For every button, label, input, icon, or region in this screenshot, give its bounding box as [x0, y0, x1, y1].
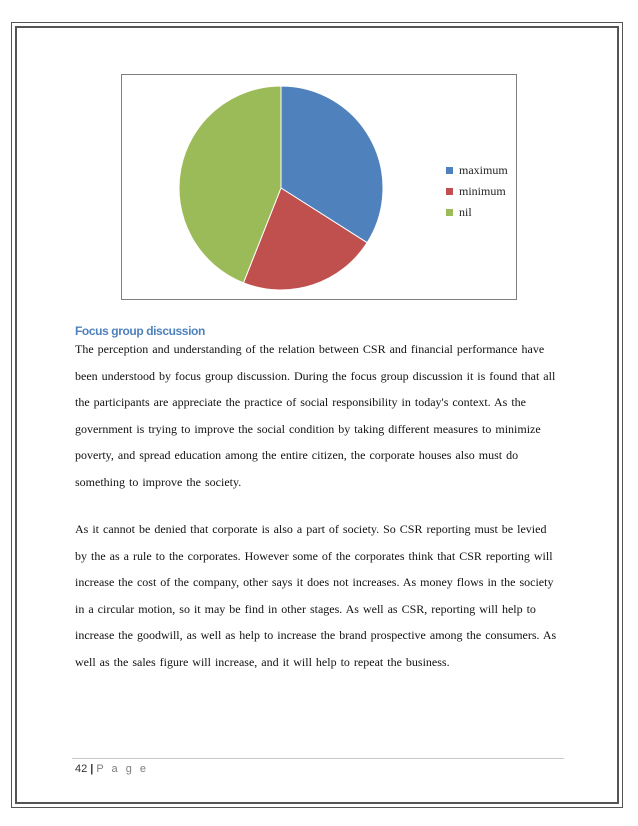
paragraph-line: increase the cost of the company, other says it does not increases. As money flows in the society [75, 575, 554, 589]
legend-item-minimum [446, 182, 508, 201]
chart-legend [446, 161, 508, 224]
paragraph-line: been understood by focus group discussion. During the focus group discussion it is found that all [75, 368, 556, 383]
paragraph-line: the participants are appreciate the practice of social responsibility in today's context. As the [75, 395, 527, 409]
page-number: 42 [75, 763, 88, 775]
legend-label-minimum: minimum [459, 184, 506, 198]
paragraph-line: The perception and understanding of the relation between CSR and financial performance have [75, 342, 545, 356]
page-footer [75, 763, 149, 775]
page-label: P a g e [96, 763, 149, 775]
paragraph-line: by the as a rule to the corporates. However some of the corporates think that CSR reporting will [75, 548, 553, 563]
paragraph-line: As it cannot be denied that corporate is also a part of society. So CSR reporting must be levied [75, 522, 547, 536]
section-heading: Focus group discussion [75, 324, 205, 338]
legend-swatch-nil [446, 209, 453, 216]
paragraph-line: something to improve the society. [75, 474, 242, 489]
paragraph-line: in a circular motion, so it may be find in other stages. As well as CSR, reporting will help to [75, 601, 536, 616]
footer-separator: | [90, 763, 94, 775]
legend-item-maximum [446, 161, 508, 180]
legend-swatch-maximum [446, 167, 453, 174]
legend-item-nil [446, 203, 508, 222]
paragraph-2 [75, 516, 565, 675]
paragraph-line: increase the goodwill, as well as help to increase the brand prospective among the consumers. As [75, 628, 557, 642]
legend-label-nil: nil [459, 205, 472, 219]
pie-chart [121, 74, 517, 300]
paragraph-1 [75, 336, 565, 495]
footer-divider [72, 758, 564, 759]
paragraph-line: well as the sales figure will increase, and it will help to repeat the business. [75, 654, 450, 669]
legend-swatch-minimum [446, 188, 453, 195]
legend-label-maximum: maximum [459, 163, 508, 177]
paragraph-line: government is trying to improve the social condition by taking different measures to minimize [75, 421, 541, 436]
paragraph-line: poverty, and spread education among the entire citizen, the corporate houses also must do [75, 448, 519, 462]
